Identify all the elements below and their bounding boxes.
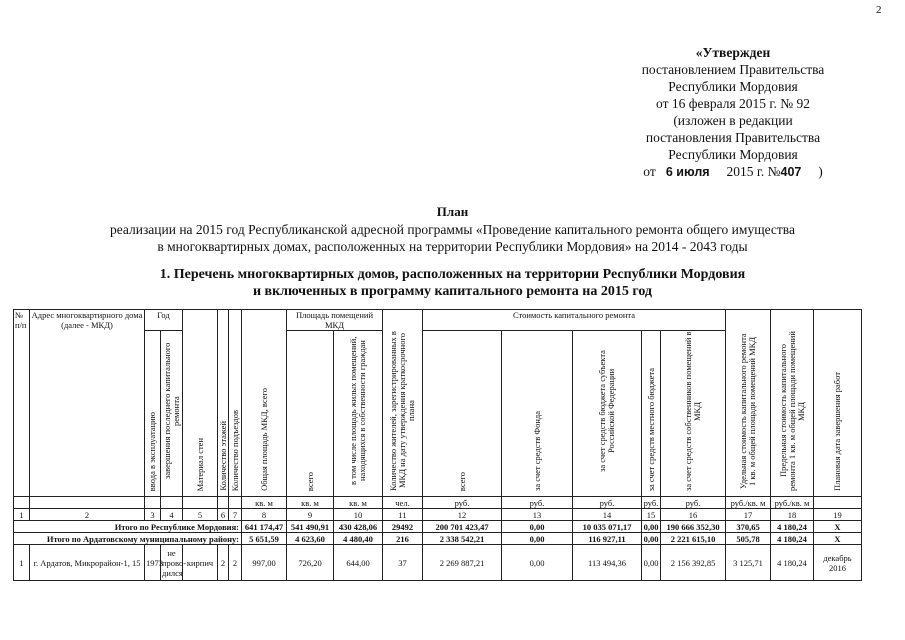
row-cell: 0,00 — [502, 545, 573, 581]
unit-cell: руб. — [423, 497, 502, 509]
header-plan-date: Плановая дата завершения работ — [814, 310, 862, 497]
row-entrances: 2 — [229, 545, 242, 581]
total-cell: 4 180,24 — [771, 521, 814, 533]
header-year: Год — [145, 310, 183, 331]
row-address: г. Ардатов, Микрорайон-1, 15 — [30, 545, 145, 581]
approval-line: (изложен в редакции — [673, 113, 793, 128]
unit-cell: руб. — [502, 497, 573, 509]
total-cell: 0,00 — [502, 533, 573, 545]
col-number: 15 — [642, 509, 661, 521]
col-number: 10 — [334, 509, 383, 521]
unit-cell: чел. — [383, 497, 423, 509]
header-cost-regional: за счет средств бюджета субъекта Российской Федерации — [573, 331, 642, 497]
total-cell: 4 623,60 — [287, 533, 334, 545]
row-cell: 726,20 — [287, 545, 334, 581]
col-number: 2 — [30, 509, 145, 521]
unit-cell: кв. м — [334, 497, 383, 509]
table-row — [14, 545, 862, 581]
header-address: Адрес многоквартирного дома (далее - МКД) — [30, 310, 145, 497]
unit-cell: руб. — [573, 497, 642, 509]
page-number: 2 — [876, 4, 882, 16]
total-cell: 200 701 423,47 — [423, 521, 502, 533]
unit-cell: руб. — [642, 497, 661, 509]
total-ardatov-row — [14, 533, 862, 545]
approval-title: «Утвержден — [695, 45, 771, 60]
unit-cell: руб./кв. м — [726, 497, 771, 509]
unit-cell: кв. м — [242, 497, 287, 509]
section-title — [0, 266, 905, 300]
approval-line: Республики Мордовия — [668, 147, 798, 162]
plan-subtitle — [0, 221, 905, 255]
approval-line: от 16 февраля 2015 г. № 92 — [656, 96, 810, 111]
col-number: 11 — [383, 509, 423, 521]
unit-cell: руб./кв. м — [771, 497, 814, 509]
col-number: 8 — [242, 509, 287, 521]
row-wall: кирпич — [183, 545, 218, 581]
row-cell: декабрь 2016 — [814, 545, 862, 581]
header-max-cost: Предельная стоимость капитального ремонта 1 кв. м общей площади помещений МКД — [771, 310, 814, 497]
plan-title: План — [436, 204, 469, 219]
total-cell: 29492 — [383, 521, 423, 533]
total-cell: 541 490,91 — [287, 521, 334, 533]
col-number: 19 — [814, 509, 862, 521]
total-cell: 2 338 542,21 — [423, 533, 502, 545]
col-number: 7 — [229, 509, 242, 521]
header-floors: Количество этажей — [218, 310, 229, 497]
total-republic-row — [14, 521, 862, 533]
units-row — [14, 497, 862, 509]
total-cell: 2 221 615,10 — [661, 533, 726, 545]
approval-line: постановлением Правительства — [641, 62, 825, 77]
header-residents: Количество жителей, зарегистрированных в МКД на дату утверждения краткосрочного плана — [383, 310, 423, 497]
header-cost-fund: за счет средств Фонда — [502, 331, 573, 497]
plan-subtitle-line: в многоквартирных домах, расположенных на территории Республики Мордовия» на 2014 - 2043 годы — [157, 239, 748, 254]
row-cell: 3 125,71 — [726, 545, 771, 581]
total-cell: 216 — [383, 533, 423, 545]
section-title-line: и включенных в программу капитального ремонта на 2015 год — [252, 284, 653, 299]
row-cell: 4 180,24 — [771, 545, 814, 581]
row-cell: 37 — [383, 545, 423, 581]
sig-day: 6 июля — [665, 165, 710, 179]
header-entrances: Количество подъездов — [229, 310, 242, 497]
total-cell: 0,00 — [642, 521, 661, 533]
row-cell: 644,00 — [334, 545, 383, 581]
row-cell: 113 494,36 — [573, 545, 642, 581]
column-numbers-row — [14, 509, 862, 521]
sig-number: 407 — [780, 165, 802, 179]
total-label: Итого по Ардатовскому муниципальному району: — [14, 533, 242, 545]
total-label: Итого по Республике Мордовия: — [14, 521, 242, 533]
header-premises-total: всего — [287, 331, 334, 497]
col-number: 5 — [183, 509, 218, 521]
col-number: 12 — [423, 509, 502, 521]
total-cell: 370,65 — [726, 521, 771, 533]
section-title-line: 1. Перечень многоквартирных домов, расположенных на территории Республики Мордовия — [159, 267, 746, 282]
approval-block — [603, 44, 863, 181]
row-num: 1 — [14, 545, 30, 581]
col-number: 6 — [218, 509, 229, 521]
total-cell: 0,00 — [502, 521, 573, 533]
total-cell: 505,78 — [726, 533, 771, 545]
header-premises-residential: в том числе площадь жилых помещений, находящихся в собственности граждан — [334, 331, 383, 497]
col-number: 4 — [161, 509, 183, 521]
header-cost-owners: за счет средств собственников помещений в МКД — [661, 331, 726, 497]
row-cell: 2 269 887,21 — [423, 545, 502, 581]
header-num: № п/п — [14, 310, 30, 497]
header-year-repair: завершения последнего капитального ремонта — [161, 331, 183, 497]
sig-close: ) — [818, 164, 823, 179]
total-cell: 116 927,11 — [573, 533, 642, 545]
sig-prefix: от — [643, 164, 656, 179]
col-number: 14 — [573, 509, 642, 521]
col-number: 16 — [661, 509, 726, 521]
total-cell: X — [814, 533, 862, 545]
unit-cell: кв. м — [287, 497, 334, 509]
header-wall: Материал стен — [183, 310, 218, 497]
header-cost-total: всего — [423, 331, 502, 497]
row-year-commission: 1973 — [145, 545, 161, 581]
approval-line: постановления Правительства — [645, 130, 821, 145]
col-number: 9 — [287, 509, 334, 521]
col-number: 17 — [726, 509, 771, 521]
header-premises: Площадь помещений МКД — [287, 310, 383, 331]
total-cell: 10 035 071,17 — [573, 521, 642, 533]
sig-year: 2015 г. № — [726, 164, 781, 179]
approval-line: Республики Мордовия — [668, 79, 798, 94]
header-cost: Стоимость капитального ремонта — [423, 310, 726, 331]
approval-signature-line — [603, 163, 863, 181]
program-table — [13, 309, 862, 581]
col-number: 1 — [14, 509, 30, 521]
header-year-commission: ввода в эксплуатацию — [145, 331, 161, 497]
plan-subtitle-line: реализации на 2015 год Республиканской адресной программы «Проведение капитального ремонта общего имущества — [109, 222, 795, 237]
unit-cell: руб. — [661, 497, 726, 509]
row-cell: 0,00 — [642, 545, 661, 581]
header-cost-local: за счет средств местного бюджета — [642, 331, 661, 497]
header-unit-cost: Удельная стоимость капитального ремонта 1 кв. м общей площади помещений МКД — [726, 310, 771, 497]
row-cell: 2 156 392,85 — [661, 545, 726, 581]
total-cell: 641 174,47 — [242, 521, 287, 533]
col-number: 3 — [145, 509, 161, 521]
total-cell: 4 180,24 — [771, 533, 814, 545]
col-number: 18 — [771, 509, 814, 521]
total-cell: 0,00 — [642, 533, 661, 545]
row-cell: 997,00 — [242, 545, 287, 581]
row-year-repair: не прово-дился — [161, 545, 183, 581]
col-number: 13 — [502, 509, 573, 521]
total-cell: 5 651,59 — [242, 533, 287, 545]
row-floors: 2 — [218, 545, 229, 581]
header-total-area: Общая площадь МКД, всего — [242, 310, 287, 497]
total-cell: 190 666 352,30 — [661, 521, 726, 533]
total-cell: 4 480,40 — [334, 533, 383, 545]
total-cell: 430 428,06 — [334, 521, 383, 533]
total-cell: X — [814, 521, 862, 533]
